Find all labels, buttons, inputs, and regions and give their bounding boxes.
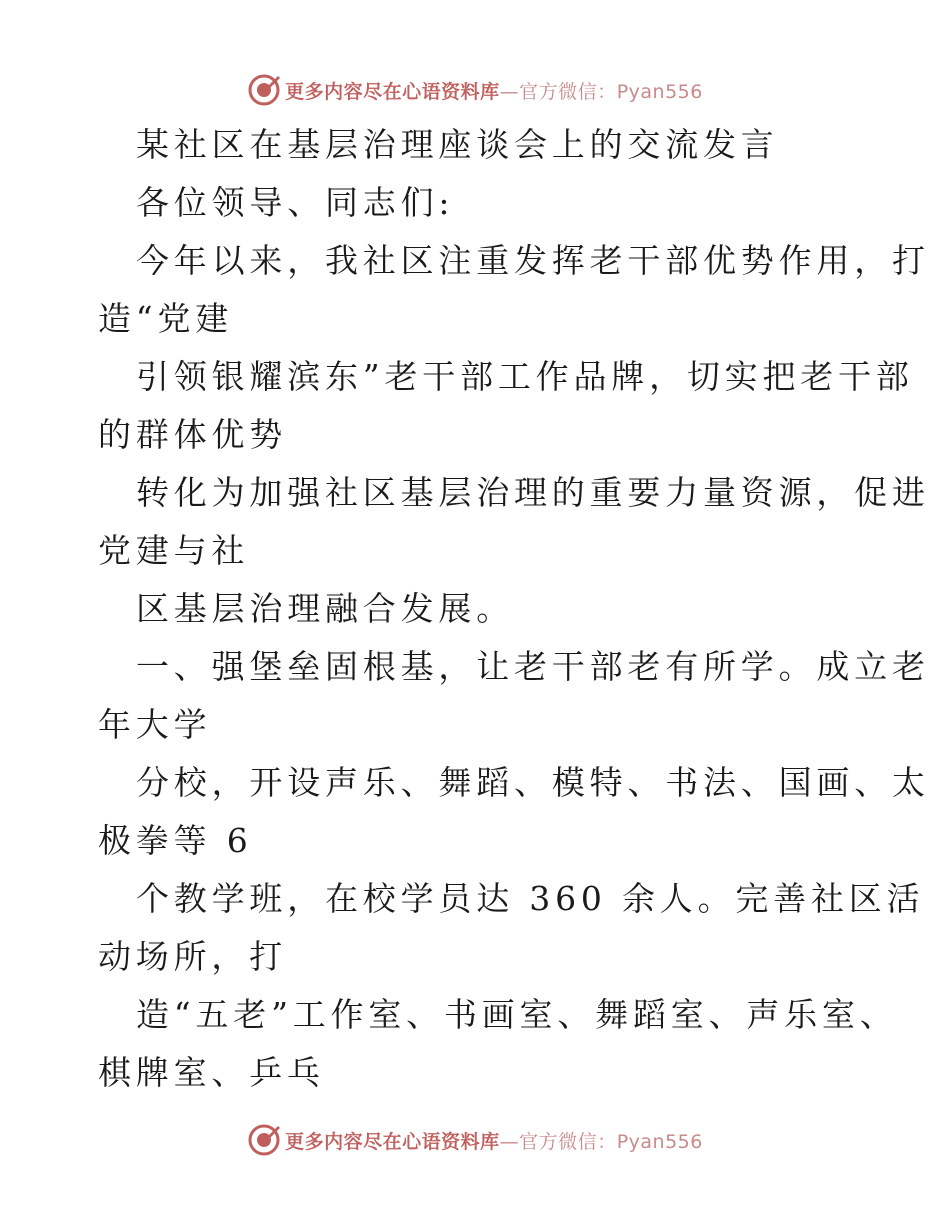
footer-banner <box>0 1120 950 1160</box>
salutation: 各位领导、同志们: <box>136 183 455 222</box>
paragraph-line: 极拳等 6 <box>98 821 253 860</box>
paragraph-line: 转化为加强社区基层治理的重要力量资源，促进 <box>136 473 930 512</box>
banner-brand-text: 更多内容尽在心语资料库 <box>285 1130 500 1153</box>
paragraph-line: 造“党建 <box>98 299 234 338</box>
banner-wechat-label: 官方微信： <box>519 80 617 103</box>
banner-brand-text: 更多内容尽在心语资料库 <box>285 80 500 103</box>
document-body <box>98 116 930 1102</box>
paragraph-line: 造“五老”工作室、书画室、舞蹈室、声乐室、 <box>136 995 898 1034</box>
paragraph-line: 个教学班，在校学员达 360 余人。完善社区活 <box>136 879 925 918</box>
banner-wechat-handle: Pyan556 <box>616 1130 703 1153</box>
paragraph-line: 棋牌室、乒乓 <box>98 1053 325 1092</box>
banner-wechat-handle: Pyan556 <box>616 80 703 103</box>
header-banner <box>0 70 950 110</box>
document-title: 某社区在基层治理座谈会上的交流发言 <box>136 125 779 164</box>
paragraph-line: 党建与社 <box>98 531 250 570</box>
paragraph-line: 引领银耀滨东”老干部工作品牌，切实把老干部 <box>136 357 914 396</box>
brand-logo-icon <box>247 1123 281 1157</box>
paragraph-line: 动场所，打 <box>98 937 287 976</box>
section-heading-line: 一、强堡垒固根基，让老干部老有所学。成立老 <box>136 647 930 686</box>
paragraph-line: 分校，开设声乐、舞蹈、模特、书法、国画、太 <box>136 763 930 802</box>
paragraph-line: 今年以来，我社区注重发挥老干部优势作用，打 <box>136 241 930 280</box>
brand-logo-icon <box>247 73 281 107</box>
banner-separator: — <box>499 1130 520 1153</box>
paragraph-line: 区基层治理融合发展。 <box>136 589 514 628</box>
paragraph-line: 的群体优势 <box>98 415 287 454</box>
banner-separator: — <box>499 80 520 103</box>
banner-wechat-label: 官方微信： <box>519 1130 617 1153</box>
paragraph-line: 年大学 <box>98 705 212 744</box>
